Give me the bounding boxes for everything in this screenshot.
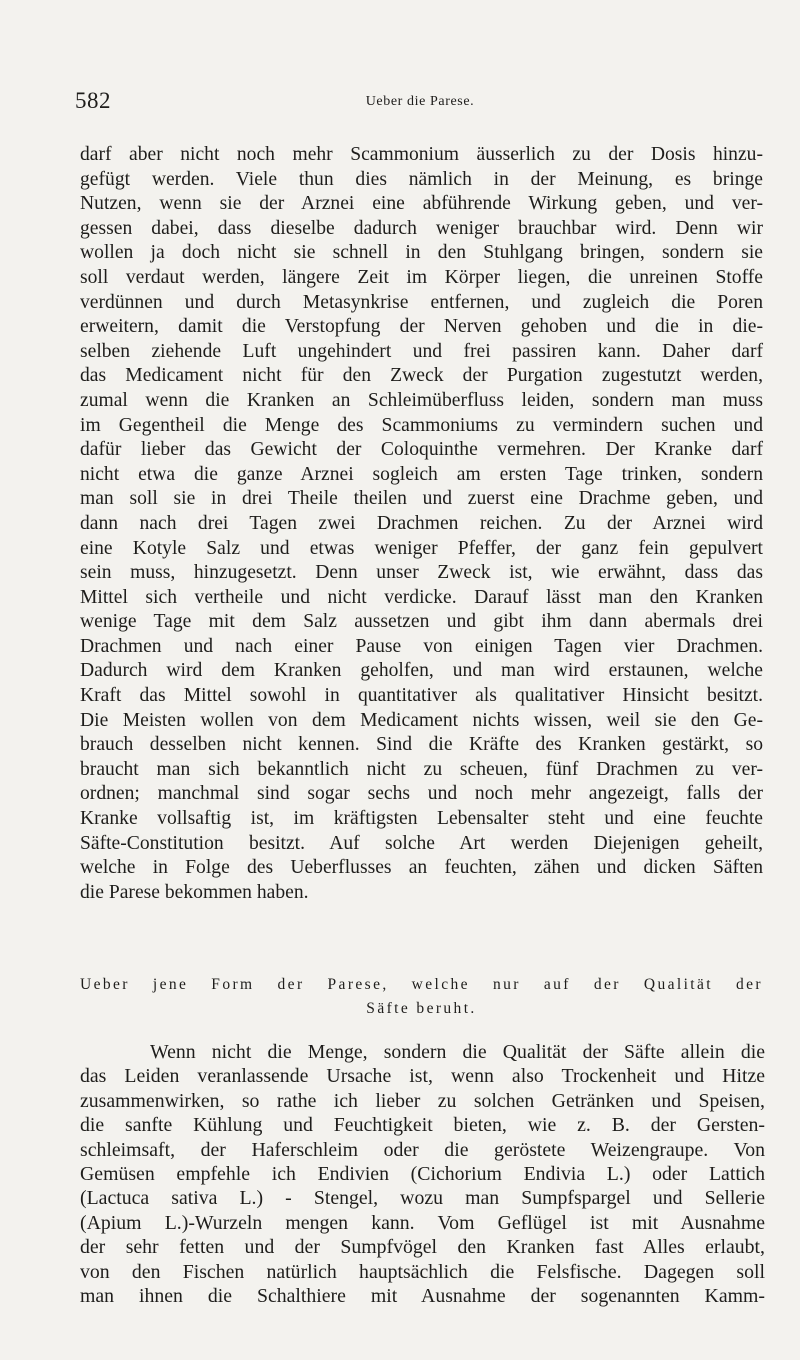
text-line: die Parese bekommen haben. xyxy=(80,881,309,903)
text-line: man soll sie in drei Theile theilen und zuerst eine Drachme geben, und xyxy=(80,488,763,510)
text-line: nicht etwa die ganze Arznei sogleich am ersten Tage trinken, sondern xyxy=(80,463,763,485)
text-line: im Gegentheil die Menge des Scammoniums zu vermindern suchen und xyxy=(80,414,763,436)
text-line: selben ziehende Luft ungehindert und frei passiren kann. Daher darf xyxy=(80,340,763,362)
text-line: gessen dabei, dass dieselbe dadurch weniger brauchbar wird. Denn wir xyxy=(80,217,763,239)
section-heading-line: Ueber jene Form der Parese, welche nur auf der Qualität der xyxy=(80,976,763,993)
text-line: welche in Folge des Ueberflusses an feuchten, zähen und dicken Säften xyxy=(80,857,763,879)
text-line: das Medicament nicht für den Zweck der Purgation zugestutzt werden, xyxy=(80,365,763,387)
text-line: Kraft das Mittel sowohl in quantitativer als qualitativer Hinsicht besitzt. xyxy=(80,685,763,707)
text-line: Die Meisten wollen von dem Medicament nichts wissen, weil sie den Ge- xyxy=(80,709,763,731)
text-line: (Apium L.)-Wurzeln mengen kann. Vom Geflügel ist mit Ausnahme xyxy=(80,1211,765,1234)
text-line: erweitern, damit die Verstopfung der Nerven gehoben und die in die- xyxy=(80,316,763,338)
page-number: 582 xyxy=(75,88,111,113)
text-line: ordnen; manchmal sind sogar sechs und noch mehr angezeigt, falls der xyxy=(80,783,763,805)
text-line: dafür lieber das Gewicht der Coloquinthe vermehren. Der Kranke darf xyxy=(80,439,763,461)
running-head: Ueber die Parese. xyxy=(365,94,475,109)
text-line: man ihnen die Schalthiere mit Ausnahme der sogenannten Kamm- xyxy=(80,1284,765,1307)
text-line: Gemüsen empfehle ich Endivien (Cichorium Endivia L.) oder Lattich xyxy=(80,1162,765,1185)
text-line: dann nach drei Tagen zwei Drachmen reichen. Zu der Arznei wird xyxy=(80,512,763,534)
text-line: braucht man sich bekanntlich nicht zu scheuen, fünf Drachmen zu ver- xyxy=(80,758,763,780)
text-line: die sanfte Kühlung und Feuchtigkeit bieten, wie z. B. der Gersten- xyxy=(80,1114,765,1137)
paragraph-1 xyxy=(80,143,763,905)
paragraph-2 xyxy=(80,1040,765,1308)
text-line: Nutzen, wenn sie der Arznei eine abführende Wirkung geben, und ver- xyxy=(80,193,763,215)
text-line: (Lactuca sativa L.) - Stengel, wozu man Sumpfspargel und Sellerie xyxy=(80,1187,765,1210)
text-line: schleimsaft, der Haferschleim oder die geröstete Weizengraupe. Von xyxy=(80,1138,765,1161)
text-line: verdünnen und durch Metasynkrise entfernen, und zugleich die Poren xyxy=(80,291,763,313)
text-line: brauch desselben nicht kennen. Sind die Kräfte des Kranken gestärkt, so xyxy=(80,734,763,756)
text-line: Säfte-Constitution besitzt. Auf solche Art werden Diejenigen geheilt, xyxy=(80,832,763,854)
text-line: der sehr fetten und der Sumpfvögel den Kranken fast Alles erlaubt, xyxy=(80,1236,765,1259)
text-line: soll verdaut werden, längere Zeit im Körper liegen, die unreinen Stoffe xyxy=(80,266,763,288)
text-line: wenige Tage mit dem Salz aussetzen und gibt ihm dann abermals drei xyxy=(80,611,763,633)
text-line: sein muss, hinzugesetzt. Denn unser Zweck ist, wie erwähnt, dass das xyxy=(80,562,763,584)
text-line: von den Fischen natürlich hauptsächlich die Felsfische. Dagegen soll xyxy=(80,1260,765,1283)
text-line: Kranke vollsaftig ist, im kräftigsten Lebensalter steht und eine feuchte xyxy=(80,808,763,830)
text-line: Mittel sich vertheile und nicht verdicke. Darauf lässt man den Kranken xyxy=(80,586,763,608)
text-line: gefügt werden. Viele thun dies nämlich in der Meinung, es bringe xyxy=(80,168,763,190)
text-line: das Leiden veranlassende Ursache ist, wenn also Trockenheit und Hitze xyxy=(80,1065,765,1088)
text-line: darf aber nicht noch mehr Scammonium äusserlich zu der Dosis hinzu- xyxy=(80,144,763,165)
text-line: eine Kotyle Salz und etwas weniger Pfeffer, der ganz fein gepulvert xyxy=(80,537,763,559)
text-line: Wenn nicht die Menge, sondern die Qualität der Säfte allein die xyxy=(150,1041,765,1063)
text-line: zumal wenn die Kranken an Schleimüberfluss leiden, sondern man muss xyxy=(80,389,763,411)
text-line: Drachmen und nach einer Pause von einigen Tagen vier Drachmen. xyxy=(80,635,763,657)
section-heading xyxy=(80,973,763,1021)
text-line: zusammenwirken, so rathe ich lieber zu solchen Getränken und Speisen, xyxy=(80,1089,765,1112)
section-heading-line: Säfte beruht. xyxy=(366,1000,477,1017)
text-line: Dadurch wird dem Kranken geholfen, und man wird erstaunen, welche xyxy=(80,660,763,682)
page-header xyxy=(75,88,765,118)
text-line: wollen ja doch nicht sie schnell in den Stuhlgang bringen, sondern sie xyxy=(80,242,763,264)
